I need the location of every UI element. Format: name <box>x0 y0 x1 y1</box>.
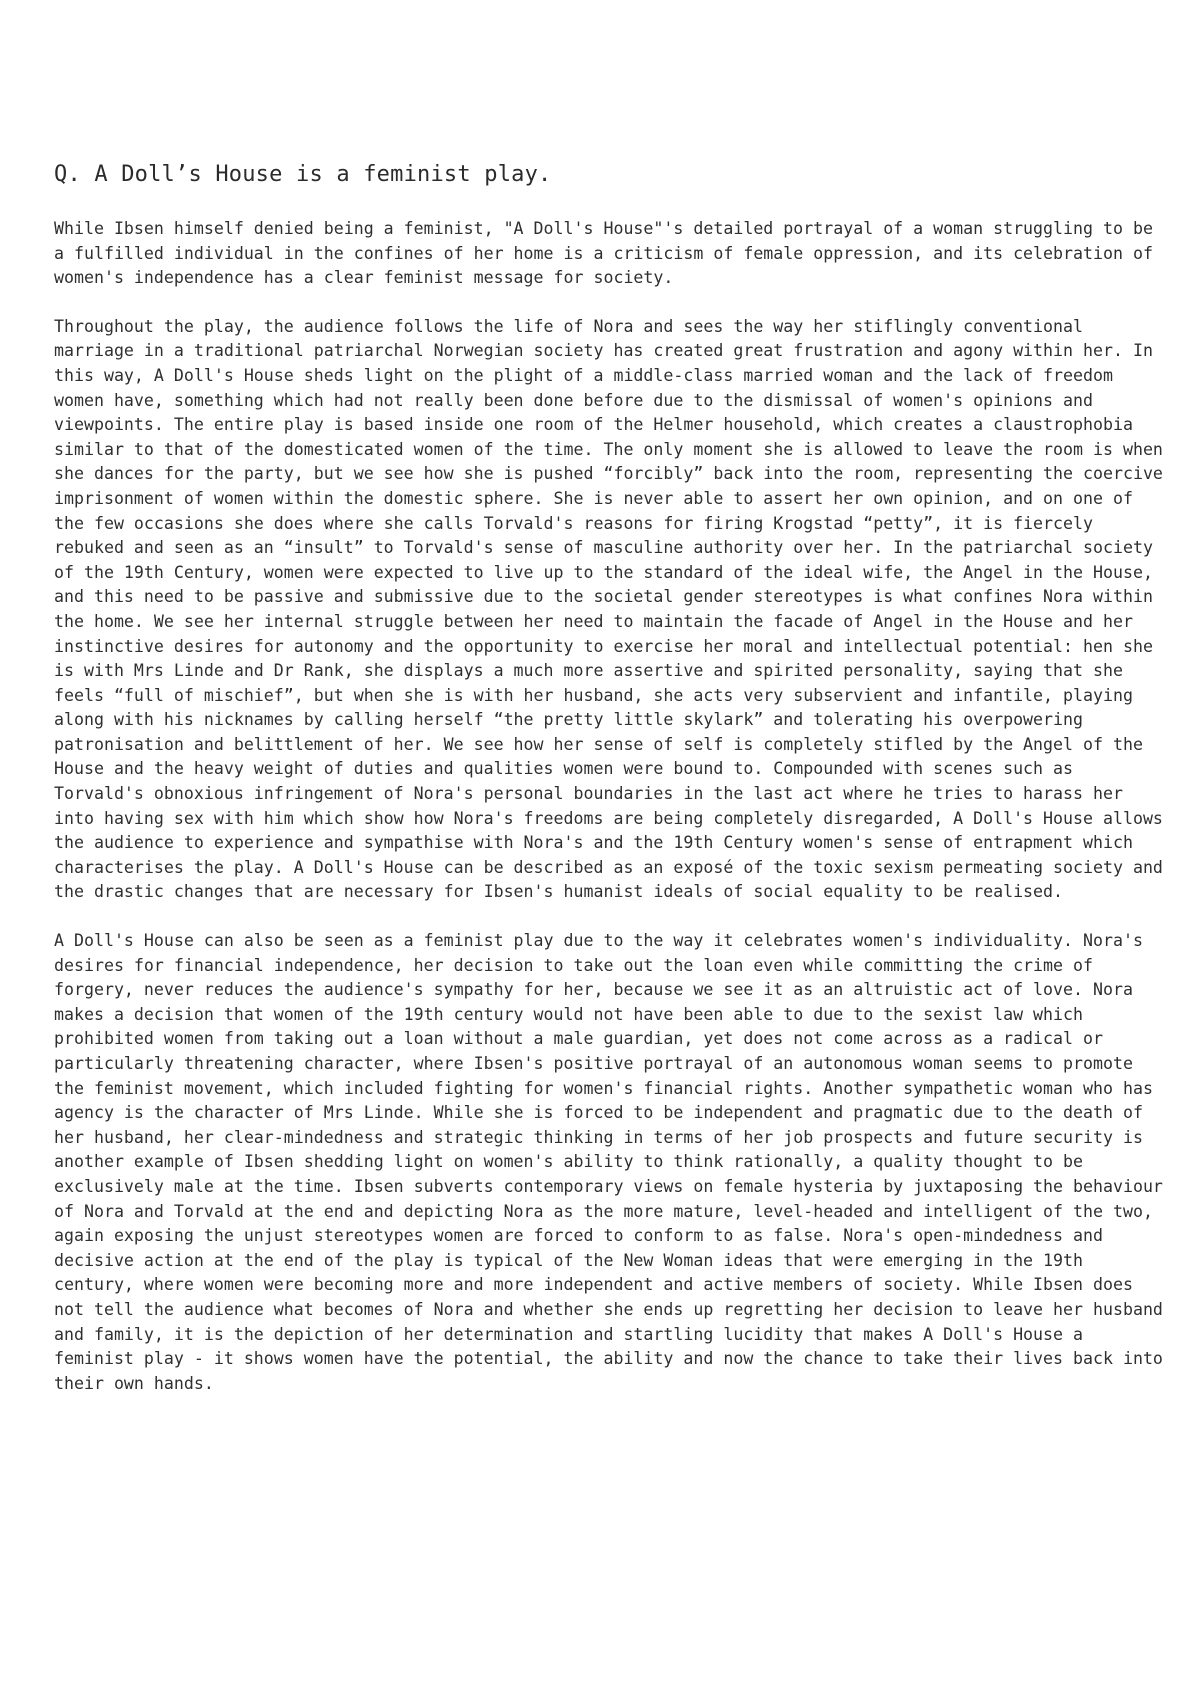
paragraph-individuality: A Doll's House can also be seen as a feminist play due to the way it celebrates women's individuality. Nora's desires for financial independence, her decision to take out the loan even while committing the crime of forgery, never reduces the audience's sympathy for her, because we see it as an altruistic act of love. Nora makes a decision that women of the 19th century would not have been able to due to the sexist law which prohibited women from taking out a loan without a male guardian, yet does not come across as a radical or particularly threatening character, where Ibsen's positive portrayal of an autonomous woman seems to promote the feminist movement, which included fighting for women's financial rights. Another sympathetic woman who has agency is the character of Mrs Linde. While she is forced to be independent and pragmatic due to the death of her husband, her clear-mindedness and strategic thinking in terms of her job prospects and future security is another example of Ibsen shedding light on women's ability to think rationally, a quality thought to be exclusively male at the time. Ibsen subverts contemporary views on female hysteria by juxtaposing the behaviour of Nora and Torvald at the end and depicting Nora as the more mature, level-headed and intelligent of the two, again exposing the unjust stereotypes women are forced to conform to as false. Nora's open-mindedness and decisive action at the end of the play is typical of the New Woman ideas that were emerging in the 19th century, where women were becoming more and more independent and active members of society. While Ibsen does not tell the audience what becomes of Nora and whether she ends up regretting her decision to leave her husband and family, it is the depiction of her determination and startling lucidity that makes A Doll's House a feminist play - it shows women have the potential, the ability and now the chance to take their lives back into their own hands. <box>54 931 1163 1393</box>
paragraph-entrapment: Throughout the play, the audience follows the life of Nora and sees the way her stiflingly conventional marriage in a traditional patriarchal Norwegian society has created great frustration and agony within her. In this way, A Doll's House sheds light on the plight of a middle-class married woman and the lack of freedom women have, something which had not really been done before due to the dismissal of women's opinions and viewpoints. The entire play is based inside one room of the Helmer household, which creates a claustrophobia similar to that of the domesticated women of the time. The only moment she is allowed to leave the room is when she dances for the party, but we see how she is pushed “forcibly” back into the room, representing the coercive imprisonment of women within the domestic sphere. She is never able to assert her own opinion, and on one of the few occasions she does where she calls Torvald's reasons for firing Krogstad “petty”, it is fiercely rebuked and seen as an “insult” to Torvald's sense of masculine authority over her. In the patriarchal society of the 19th Century, women were expected to live up to the standard of the ideal wife, the Angel in the House, and this need to be passive and submissive due to the societal gender stereotypes is what confines Nora within the home. We see her internal struggle between her need to maintain the facade of Angel in the House and her instinctive desires for autonomy and the opportunity to exercise her moral and intellectual potential: hen she is with Mrs Linde and Dr Rank, she displays a much more assertive and spirited personality, saying that she feels “full of mischief”, but when she is with her husband, she acts very subservient and infantile, playing along with his nicknames by calling herself “the pretty little skylark” and tolerating his overpowering patronisation and belittlement of her. We see how her sense of self is completely stifled by the Angel of the House and the heavy weight of duties and qualities women were bound to. Compounded with scenes such as Torvald's obnoxious infringement of Nora's personal boundaries in the last act where he tries to harass her into having sex with him which show how Nora's freedoms are being completely disregarded, A Doll's House allows the audience to experience and sympathise with Nora's and the 19th Century women's sense of entrapment which characterises the play. A Doll's House can be described as an exposé of the toxic sexism permeating society and the drastic changes that are necessary for Ibsen's humanist ideals of social equality to be realised. <box>54 316 1163 902</box>
paragraph-intro: While Ibsen himself denied being a feminist, "A Doll's House"'s detailed portrayal of a woman struggling to be a fulfilled individual in the confines of her home is a criticism of female oppression, and its celebration of women's independence has a clear feminist message for society. <box>54 219 1153 288</box>
document-content <box>54 162 1164 1420</box>
question-title: Q. A Doll’s House is a feminist play. <box>54 162 552 187</box>
